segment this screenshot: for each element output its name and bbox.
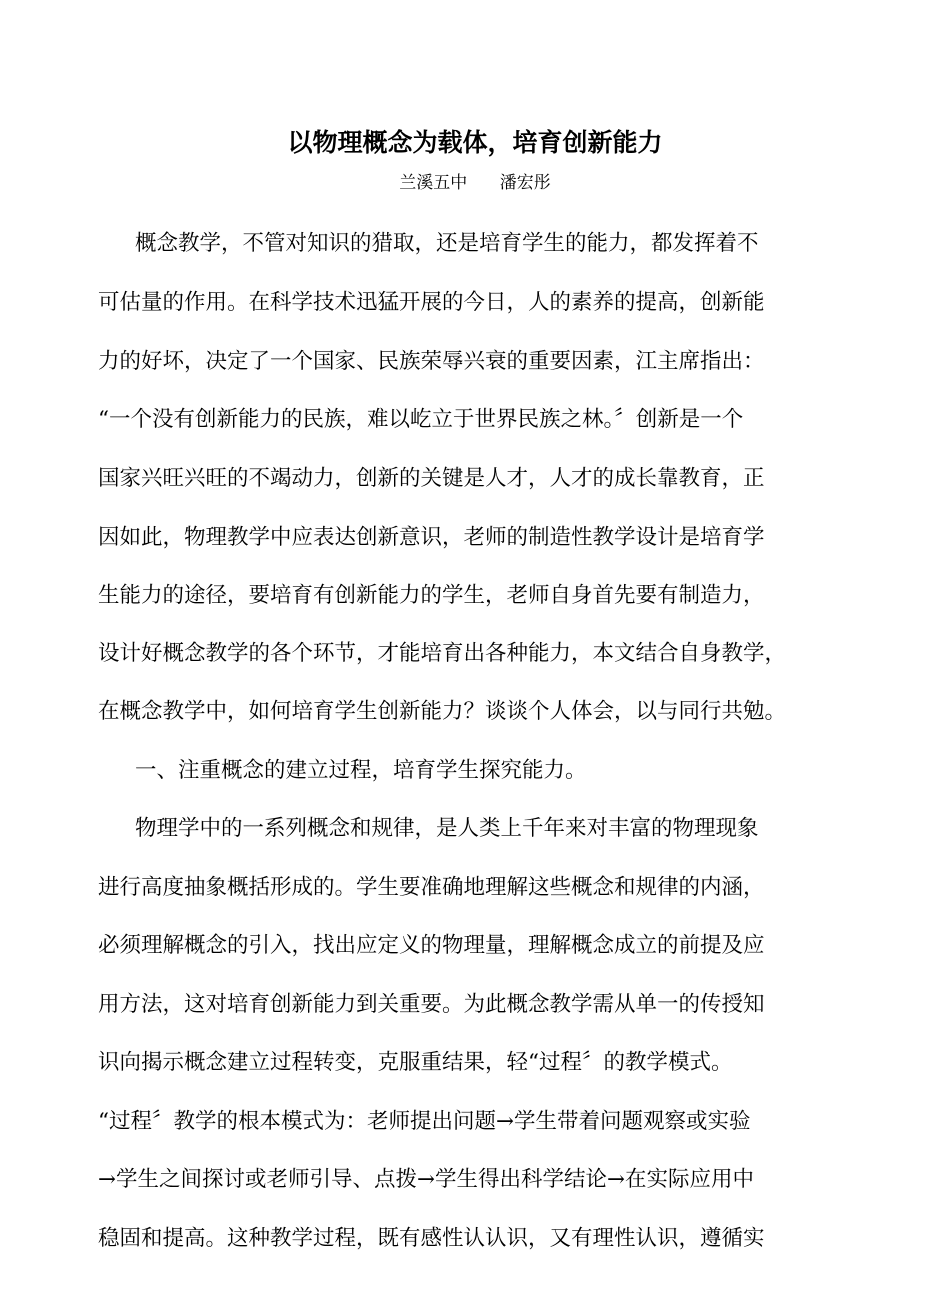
body-line: 可估量的作用。在科学技术迅猛开展的今日，人的素养的提高，创新能 [98,290,765,315]
body-line: 必须理解概念的引入，找出应定义的物理量，理解概念成立的前提及应 [98,933,765,958]
body-line: 识向揭示概念建立过程转变，克服重结果，轻“过程〞的教学模式。 [98,1050,733,1075]
body-line: 国家兴旺兴旺的不竭动力，创新的关键是人才，人才的成长靠教育，正 [98,466,765,491]
body-line: 物理学中的一系列概念和规律，是人类上千年来对丰富的物理现象 [135,816,759,841]
body-line: 在概念教学中，如何培育学生创新能力？谈谈个人体会，以与同行共勉。 [98,699,787,724]
body-line: 力的好坏，决定了一个国家、民族荣辱兴衰的重要因素，江主席指出： [98,349,765,374]
body-line: →学生之间探讨或老师引导、点拨→学生得出科学结论→在实际应用中 [98,1167,755,1192]
body-line: 设计好概念教学的各个环节，才能培育出各种能力，本文结合自身教学， [98,641,787,666]
body-line: “一个没有创新能力的民族，难以屹立于世界民族之林。〞创新是一个 [98,407,744,432]
section-heading: 一、注重概念的建立过程，培育学生探究能力。 [135,758,587,783]
body-line: 生能力的途径，要培育有创新能力的学生，老师自身首先要有制造力， [98,583,765,608]
body-line: 概念教学，不管对知识的猎取，还是培育学生的能力，都发挥着不 [135,231,759,256]
body-line: 进行高度抽象概括形成的。学生要准确地理解这些概念和规律的内涵， [98,875,765,900]
body-line: 稳固和提高。这种教学过程，既有感性认认识，又有理性认识，遵循实 [98,1226,765,1251]
document-title: 以物理概念为载体，培育创新能力 [287,128,663,157]
body-line: 用方法，这对培育创新能力到关重要。为此概念教学需从单一的传授知 [98,992,765,1017]
body-line: 因如此，物理教学中应表达创新意识，老师的制造性教学设计是培育学 [98,525,765,550]
body-line: “过程〞教学的根本模式为：老师提出问题→学生带着问题观察或实验 [98,1109,751,1134]
author-byline: 兰溪五中 潘宏彤 [399,173,551,193]
